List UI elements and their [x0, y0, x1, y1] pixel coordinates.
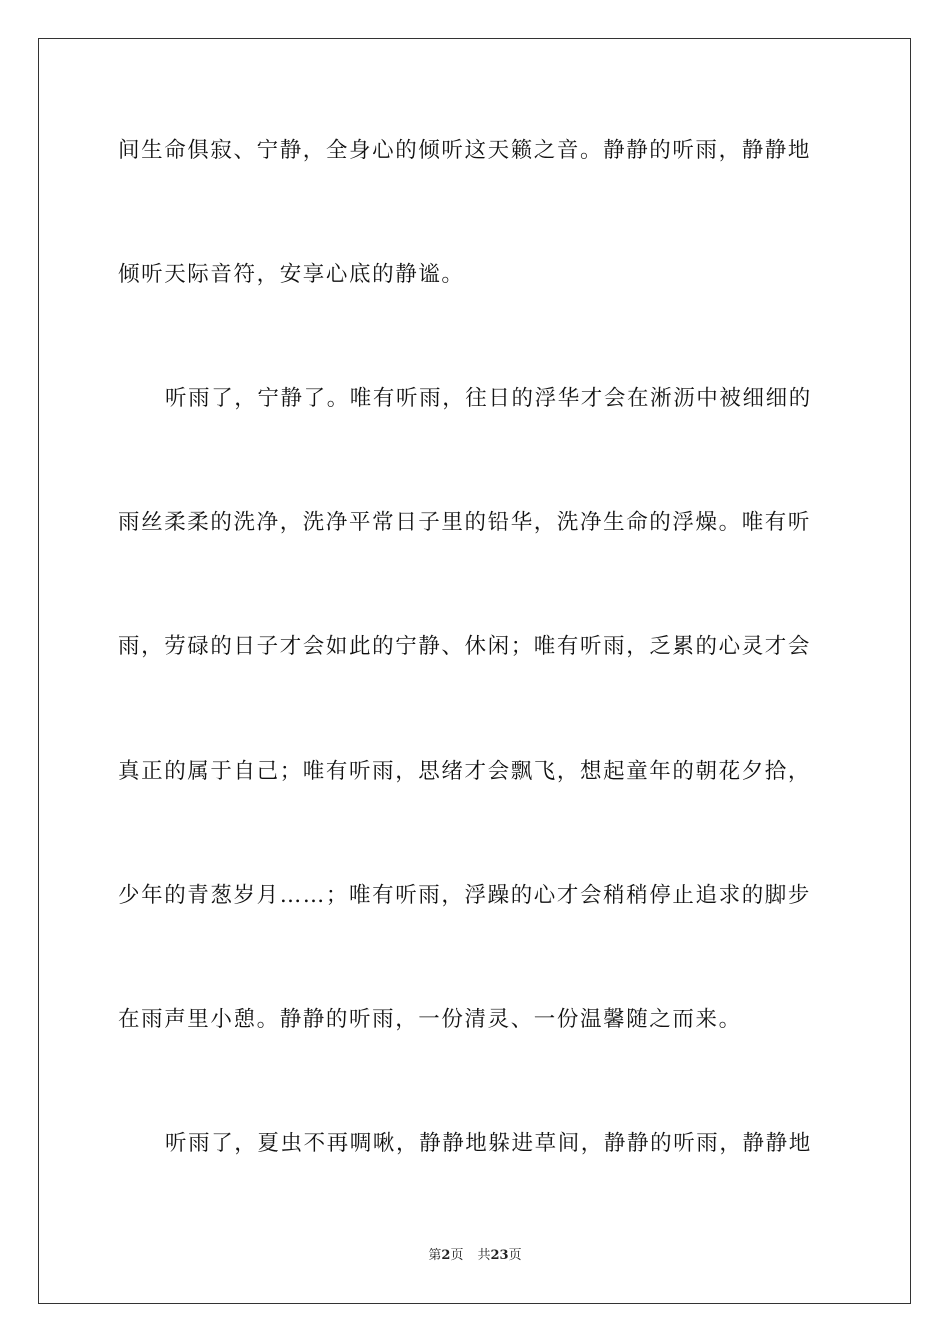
page-suffix: 页 — [450, 1248, 464, 1263]
paragraph-line-7: 少年的青葱岁月……；唯有听雨，浮躁的心才会稍稍停止追求的脚步 — [118, 883, 812, 908]
paragraph-line-6: 真正的属于自己；唯有听雨，思绪才会飘飞，想起童年的朝花夕拾， — [118, 759, 812, 784]
total-pages: 23 — [490, 1248, 509, 1263]
paragraph-line-5: 雨，劳碌的日子才会如此的宁静、休闲；唯有听雨，乏累的心灵才会 — [118, 634, 812, 659]
paragraph-line-9: 听雨了，夏虫不再啁啾，静静地躲进草间，静静的听雨，静静地 — [165, 1131, 812, 1156]
page-prefix: 第 — [428, 1248, 442, 1263]
paragraph-line-4: 雨丝柔柔的洗净，洗净平常日子里的铅华，洗净生命的浮燥。唯有听 — [118, 510, 812, 535]
page-footer — [0, 1247, 950, 1265]
paragraph-line-1: 间生命俱寂、宁静，全身心的倾听这天籁之音。静静的听雨，静静地 — [118, 138, 812, 163]
total-suffix: 页 — [508, 1248, 522, 1263]
paragraph-line-2: 倾听天际音符，安享心底的静谧。 — [118, 262, 465, 287]
paragraph-line-3: 听雨了，宁静了。唯有听雨，往日的浮华才会在淅沥中被细细的 — [165, 386, 812, 411]
total-prefix: 共 — [477, 1248, 491, 1263]
page-border — [38, 38, 911, 1304]
page-number: 2 — [441, 1248, 451, 1263]
paragraph-line-8: 在雨声里小憩。静静的听雨，一份清灵、一份温馨随之而来。 — [118, 1007, 742, 1032]
